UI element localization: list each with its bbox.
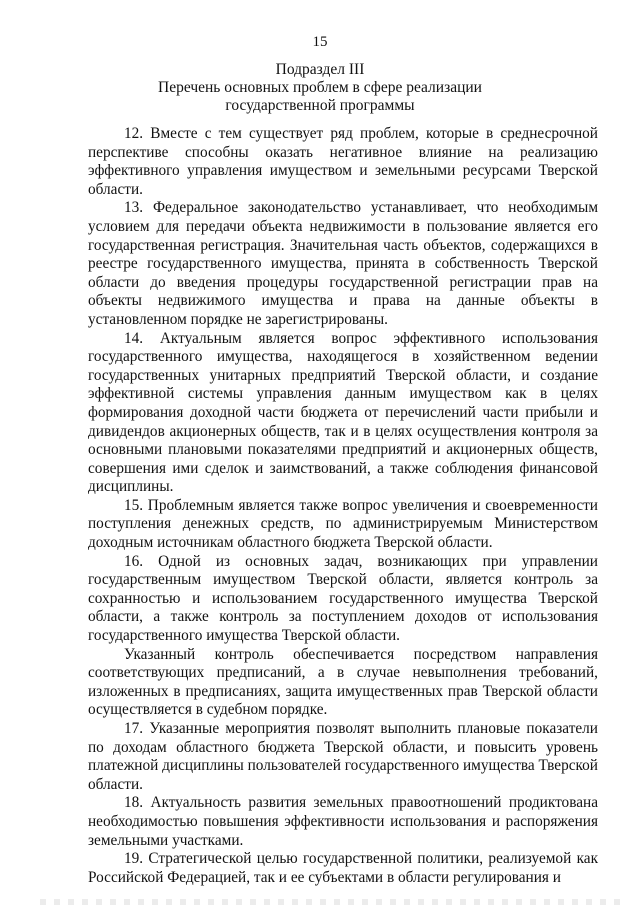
page-number: 15 (312, 34, 328, 50)
paragraph-16: 16. Одной из основных задач, возникающих при управлении государственным имуществом Тверской области, является контроль за сохранностью и использованием государственного имущества Тверской области, а также контроль за поступлением доходов от использования государственного имущества Тверской области. (88, 552, 598, 645)
paragraph-17: 17. Указанные мероприятия позволят выполнить плановые показатели по доходам областного бюджета Тверской области, и повысить уровень платежной дисциплины пользователей государственного имущества Тверской области. (88, 720, 598, 793)
paragraph-12: 12. Вместе с тем существует ряд проблем, которые в среднесрочной перспективе способны оказать негативное влияние на реализацию эффективного управления имуществом и земельными ресурсами Тверской области. (88, 125, 598, 198)
subsection-title: Подраздел III (275, 61, 365, 78)
section-heading (0, 61, 640, 115)
paragraph-13: 13. Федеральное законодательство устанавливает, что необходимым условием для передачи объекта недвижимости в пользование является его государственная регистрация. Значительная часть объектов, содержащихся в реестре государственного имущества, принята в собственность Тверской области до введения процедуры государственной регистрации прав на объекты недвижимого имущества и права на данные объекты в установленном порядке не зарегистрированы. (88, 199, 598, 328)
scan-edge-artifact (40, 899, 620, 905)
paragraph-18: 18. Актуальность развития земельных правоотношений продиктована необходимостью повышения эффективности использования и распоряжения земельными участками. (88, 794, 598, 849)
section-title-line-2: государственной программы (225, 97, 415, 114)
section-title-line-1: Перечень основных проблем в сфере реализации (158, 79, 482, 96)
document-body (88, 125, 598, 887)
paragraph-19: 19. Стратегической целью государственной политики, реализуемой как Российской Федерацией, так и ее субъектами в области регулирования и (88, 850, 598, 886)
paragraph-15: 15. Проблемным является также вопрос увеличения и своевременности поступления денежных средств, по администрируемым Министерством доходным источникам областного бюджета Тверской области. (88, 496, 598, 552)
paragraph-14: 14. Актуальным является вопрос эффективного использования государственного имущества, находящегося в хозяйственном ведении государственных унитарных предприятий Тверской области, и создание эффективной системы управления данным имуществом как в целях формирования доходной части бюджета от перечислений части прибыли и дивидендов акционерных обществ, так и в целях осуществления контроля за основными плановыми показателями предприятий и акционерных обществ, совершения ими сделок и заимствований, а также соблюдения финансовой дисциплины. (88, 329, 598, 496)
paragraph-16-continued: Указанный контроль обеспечивается посредством направления соответствующих предписаний, а в случае невыполнения требований, изложенных в предписаниях, защита имущественных прав Тверской области осуществляется в судебном порядке. (88, 645, 598, 719)
